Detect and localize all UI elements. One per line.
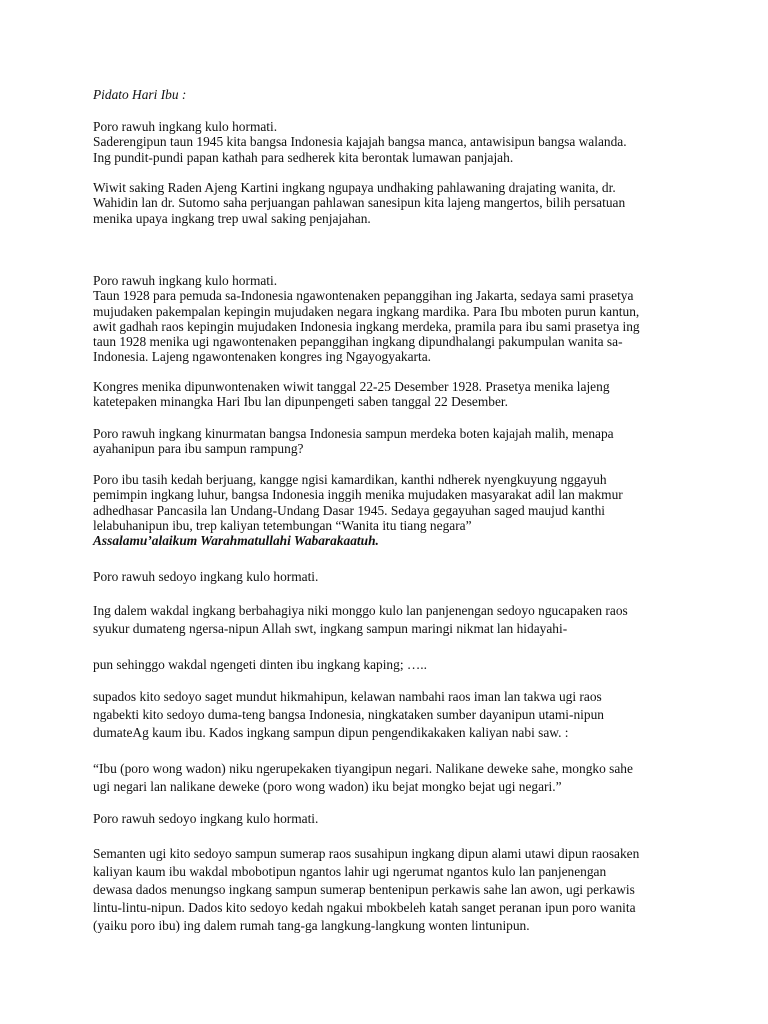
paragraph-12 — [93, 811, 683, 826]
paragraph-7 — [93, 569, 683, 584]
paragraph-line: dewasa dados menungso ingkang sampun sumerap bentenipun perkawis sahe lan awon, ugi perkawis — [93, 882, 635, 897]
paragraph-line: Poro rawuh ingkang kulo hormati. — [93, 273, 278, 288]
paragraph-line: menika upaya ingkang trep uwal saking penjajahan. — [93, 210, 371, 226]
paragraph-line: lintu-lintu-nipun. Dados kito sedoyo kedah ngakui mbokbeleh katah sanget peranan ipun poro wanita — [93, 900, 636, 915]
paragraph-line: Ing pundit-pundi papan kathah para sedherek kita berontak lumawan panjajah. — [93, 149, 514, 165]
paragraph-line: Wiwit saking Raden Ajeng Kartini ingkang ngupaya undhaking pahlawaning drajating wanita, dr. — [93, 180, 616, 195]
paragraph-line: supados kito sedoyo saget mundut hikmahipun, kelawan nambahi raos iman lan takwa ugi raos — [93, 689, 602, 704]
paragraph-line: pemimpin ingkang luhur, bangsa Indonesia inggih menika mujudaken masyarakat adil lan makmur — [93, 487, 623, 503]
paragraph-line: Saderengipun taun 1945 kita bangsa Indonesia kajajah bangsa manca, antawisipun bangsa walanda. — [93, 134, 627, 150]
paragraph-line: “Ibu (poro wong wadon) niku ngerupekaken tiyangipun negari. Nalikane deweke sahe, mongko sahe — [93, 761, 633, 776]
speech-title: Pidato Hari Ibu : — [93, 87, 187, 102]
paragraph-line: Poro rawuh sedoyo ingkang kulo hormati. — [93, 811, 319, 826]
paragraph-3 — [93, 273, 683, 365]
paragraph-line: awit gadhah raos kepingin mujudaken Indonesia ingkang merdeka, pramila para ibu sami prasetya ing — [93, 318, 640, 334]
paragraph-2 — [93, 180, 683, 226]
paragraph-line: Kongres menika dipunwontenaken wiwit tanggal 22-25 Desember 1928. Prasetya menika lajeng — [93, 379, 610, 394]
paragraph-line: (yaiku poro ibu) ing dalem rumah tang-ga langkung-langkung wonten lintunipun. — [93, 918, 530, 933]
paragraph-9 — [93, 657, 683, 672]
paragraph-line: adhedhasar Pancasila lan Undang-Undang Dasar 1945. Sedaya gegayuhan saged maujud kanthi — [93, 502, 606, 518]
paragraph-line: Indonesia. Lajeng ngawontenaken kongres ing Ngayogyakarta. — [93, 349, 432, 365]
paragraph-line: katetepaken minangka Hari Ibu lan dipunpengeti saben tanggal 22 Desember. — [93, 394, 508, 410]
closing-greeting: Assalamu’alaikum Warahmatullahi Wabarakaatuh. — [93, 533, 379, 549]
paragraph-line: Poro rawuh ingkang kinurmatan bangsa Indonesia sampun merdeka boten kajajah malih, menapa — [93, 426, 614, 441]
paragraph-8 — [93, 602, 683, 638]
paragraph-line: ugi negari lan nalikane deweke (poro wong wadon) iku bejat mongko bejat ugi negari.” — [93, 779, 562, 794]
paragraph-line: Poro ibu tasih kedah berjuang, kangge ngisi kamardikan, kanthi ndherek nyengkuyung nggayuh — [93, 472, 607, 487]
paragraph-line: Wahidin lan dr. Sutomo saha perjuangan pahlawan sanesipun kita lajeng mangertos, bilih persatuan — [93, 195, 626, 211]
paragraph-line: Semanten ugi kito sedoyo sampun sumerap raos susahipun ingkang dipun alami utawi dipun raosaken — [93, 846, 640, 861]
paragraph-10 — [93, 688, 683, 742]
paragraph-line: syukur dumateng ngersa-nipun Allah swt, ingkang sampun maringi nikmat lan hidayahi- — [93, 621, 568, 636]
paragraph-11 — [93, 760, 683, 796]
paragraph-line: ayahanipun para ibu sampun rampung? — [93, 441, 304, 457]
paragraph-line: dumateAg kaum ibu. Kados ingkang sampun dipun pengendikakaken kaliyan nabi saw. : — [93, 725, 569, 740]
paragraph-line: ngabekti kito sedoyo duma-teng bangsa Indonesia, ningkataken sumber dayanipun utami-nipun — [93, 707, 604, 722]
paragraph-1 — [93, 119, 683, 165]
paragraph-4 — [93, 379, 683, 410]
paragraph-line: Ing dalem wakdal ingkang berbahagiya niki monggo kulo lan panjenengan sedoyo ngucapaken raos — [93, 603, 628, 618]
paragraph-5 — [93, 426, 683, 457]
paragraph-line: pun sehinggo wakdal ngengeti dinten ibu ingkang kaping; ….. — [93, 657, 427, 672]
paragraph-line: kaliyan kaum ibu wakdal mbobotipun ngantos lahir ugi ngerumat ngantos kulo lan panjenengan — [93, 864, 607, 879]
paragraph-6 — [93, 472, 683, 548]
paragraph-line: Poro rawuh ingkang kulo hormati. — [93, 119, 278, 134]
paragraph-line: mujudaken pakempalan kepingin mujudaken negara ingkang mardika. Para Ibu mboten purun kantun, — [93, 303, 640, 319]
paragraph-line: lelabuhanipun ibu, trep kaliyan tetembungan “Wanita itu tiang negara” — [93, 517, 472, 533]
speech-title-block — [93, 87, 683, 102]
paragraph-13 — [93, 845, 683, 935]
paragraph-line: Poro rawuh sedoyo ingkang kulo hormati. — [93, 569, 319, 584]
paragraph-line: Taun 1928 para pemuda sa-Indonesia ngawontenaken pepanggihan ing Jakarta, sedaya sami prasetya — [93, 288, 634, 304]
paragraph-line: taun 1928 menika ugi ngawontenaken pepanggihan ingkang dipundhalangi pakumpulan wanita sa- — [93, 334, 623, 350]
